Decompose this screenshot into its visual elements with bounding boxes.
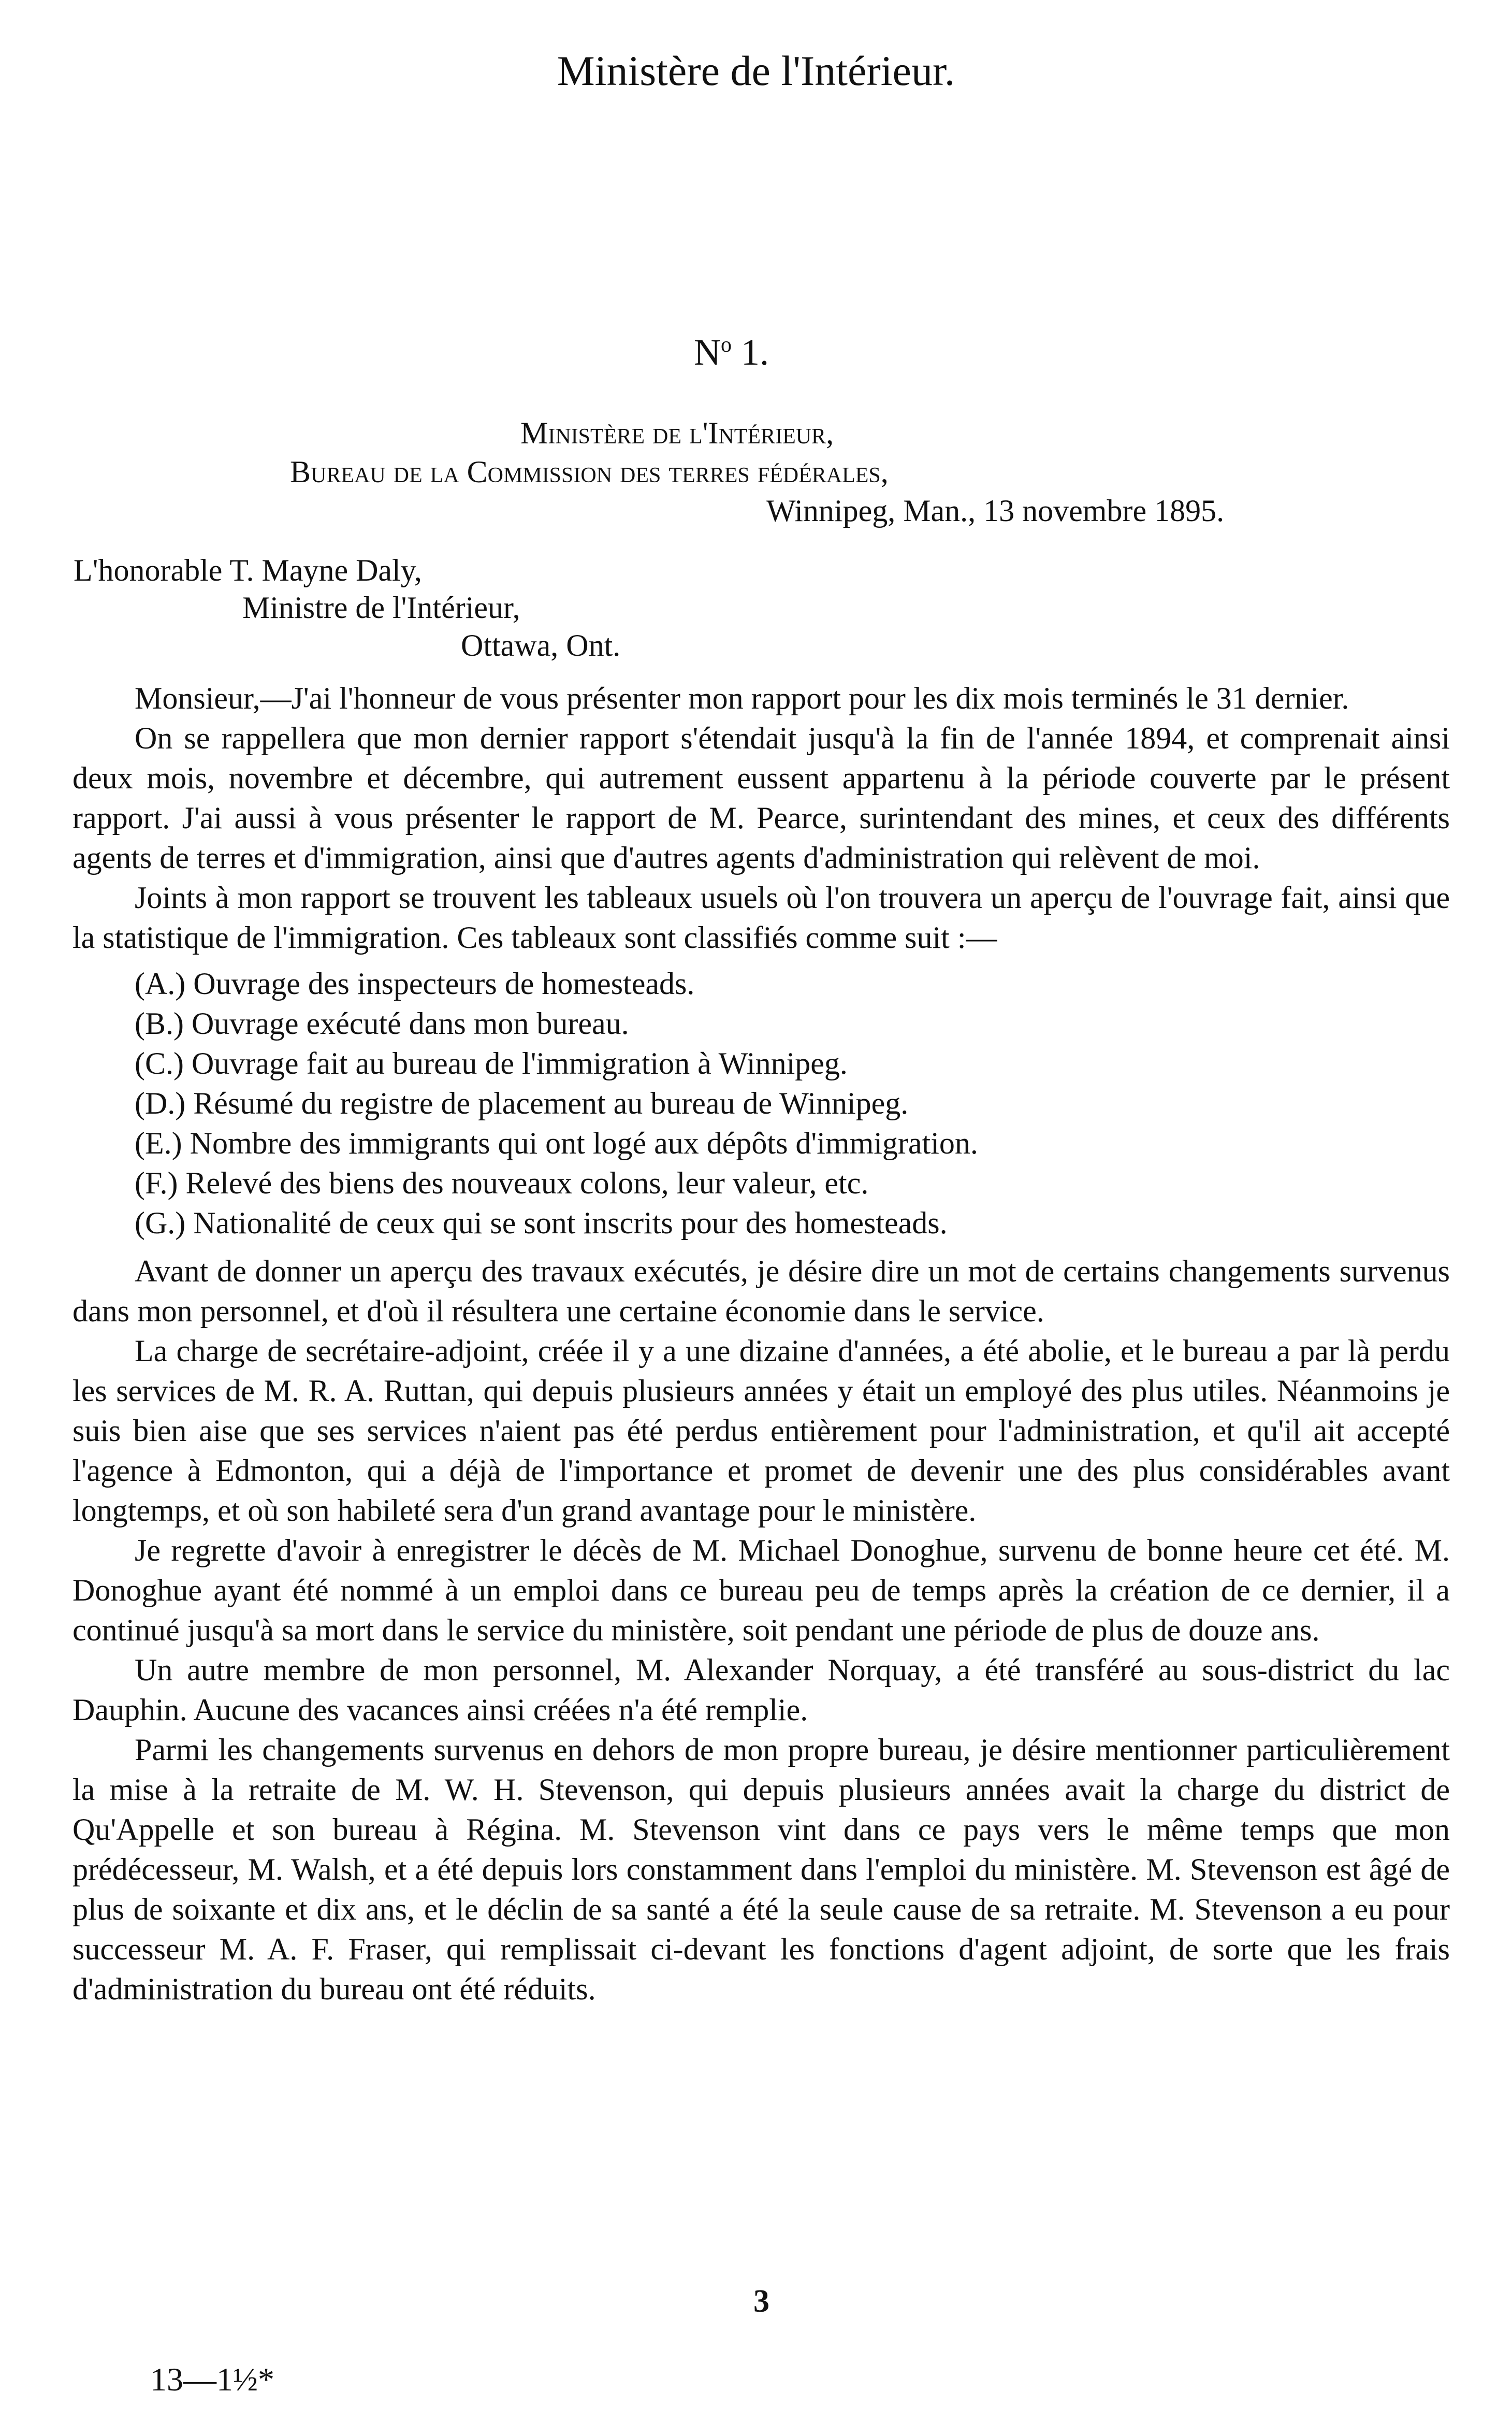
paragraph-salutation: Monsieur,—J'ai l'honneur de vous présenter mon rapport pour les dix mois terminés le 31 dernier.: [135, 681, 1349, 715]
list-item: (A.) Ouvrage des inspecteurs de homesteads.: [135, 967, 695, 1001]
paragraph: Avant de donner un aperçu des travaux exécutés, je désire dire un mot de certains changements survenus dans mon personnel, et d'où il résultera une certaine économie dans le service.: [72, 1254, 1450, 1328]
paragraph: Joints à mon rapport se trouvent les tableaux usuels où l'on trouvera un aperçu de l'ouvrage fait, ainsi que la statistique de l'immigration. Ces tableaux sont classifiés comme suit :—: [72, 881, 1450, 955]
tables-list: [135, 964, 1450, 1243]
paragraph: Je regrette d'avoir à enregistrer le décès de M. Michael Donoghue, survenu de bonne heure cet été. M. Donoghue ayant été nommé à un emploi dans ce bureau peu de temps après la création de ce dernier, il a continué jusqu'à sa mort dans le service du ministère, soit pendant une période de plus de douze ans.: [72, 1533, 1450, 1647]
page-number: 3: [753, 2284, 769, 2319]
list-item: (C.) Ouvrage fait au bureau de l'immigration à Winnipeg.: [135, 1046, 848, 1080]
sender-address-line-2: Bureau de la Commission des terres fédérales,: [290, 455, 889, 489]
sender-address-line-1: Ministère de l'Intérieur,: [520, 416, 834, 450]
letter-body: [72, 679, 1450, 2009]
page-header: Ministère de l'Intérieur.: [557, 47, 955, 94]
list-item: (F.) Relevé des biens des nouveaux colons, leur valeur, etc.: [135, 1166, 869, 1200]
list-item: (B.) Ouvrage exécuté dans mon bureau.: [135, 1006, 629, 1041]
sender-address-line-3: Winnipeg, Man., 13 novembre 1895.: [766, 494, 1225, 528]
document-number: [694, 325, 769, 372]
recipient-line-3: Ottawa, Ont.: [461, 628, 621, 662]
paragraph: On se rappellera que mon dernier rapport s'étendait jusqu'à la fin de l'année 1894, et comprenait ainsi deux mois, novembre et décembre, qui autrement eussent appartenu à la période couverte par le présent rapport. J'ai aussi à vous présenter le rapport de M. Pearce, surintendant des mines, et ceux des différents agents de terres et d'immigration, ainsi que d'autres agents d'administration qui relèvent de moi.: [72, 721, 1450, 875]
doc-number-value: 1.: [732, 332, 769, 373]
recipient-line-2: Ministre de l'Intérieur,: [242, 590, 520, 625]
list-item: (D.) Résumé du registre de placement au bureau de Winnipeg.: [135, 1086, 909, 1120]
list-item: (E.) Nombre des immigrants qui ont logé aux dépôts d'immigration.: [135, 1126, 978, 1160]
list-item: (G.) Nationalité de ceux qui se sont inscrits pour des homesteads.: [135, 1206, 948, 1240]
doc-number-label: N: [694, 332, 721, 373]
doc-number-sup: o: [721, 333, 732, 357]
signature-mark: 13—1½*: [150, 2361, 274, 2398]
recipient-line-1: L'honorable T. Mayne Daly,: [74, 553, 422, 587]
paragraph: La charge de secrétaire-adjoint, créée il y a une dizaine d'années, a été abolie, et le bureau a par là perdu les services de M. R. A. Ruttan, qui depuis plusieurs années y était un employé des plus utiles. Néanmoins je suis bien aise que ses services n'aient pas été perdus entièrement pour l'administration, et qu'il ait accepté l'agence à Edmonton, qui a déjà de l'importance et promet de devenir une des plus considérables avant longtemps, et où son habileté sera d'un grand avantage pour le ministère.: [72, 1334, 1450, 1527]
paragraph: Un autre membre de mon personnel, M. Alexander Norquay, a été transféré au sous-district du lac Dauphin. Aucune des vacances ainsi créées n'a été remplie.: [72, 1653, 1450, 1727]
paragraph: Parmi les changements survenus en dehors de mon propre bureau, je désire mentionner particulièrement la mise à la retraite de M. W. H. Stevenson, qui depuis plusieurs années avait la charge du district de Qu'Appelle et son bureau à Régina. M. Stevenson vint dans ce pays vers le même temps que mon prédécesseur, M. Walsh, et a été depuis lors constamment dans l'emploi du ministère. M. Stevenson est âgé de plus de soixante et dix ans, et le déclin de sa santé a été la seule cause de sa retraite. M. Stevenson a eu pour successeur M. A. F. Fraser, qui remplissait ci-devant les fonctions d'agent adjoint, de sorte que les frais d'administration du bureau ont été réduits.: [72, 1733, 1450, 2006]
